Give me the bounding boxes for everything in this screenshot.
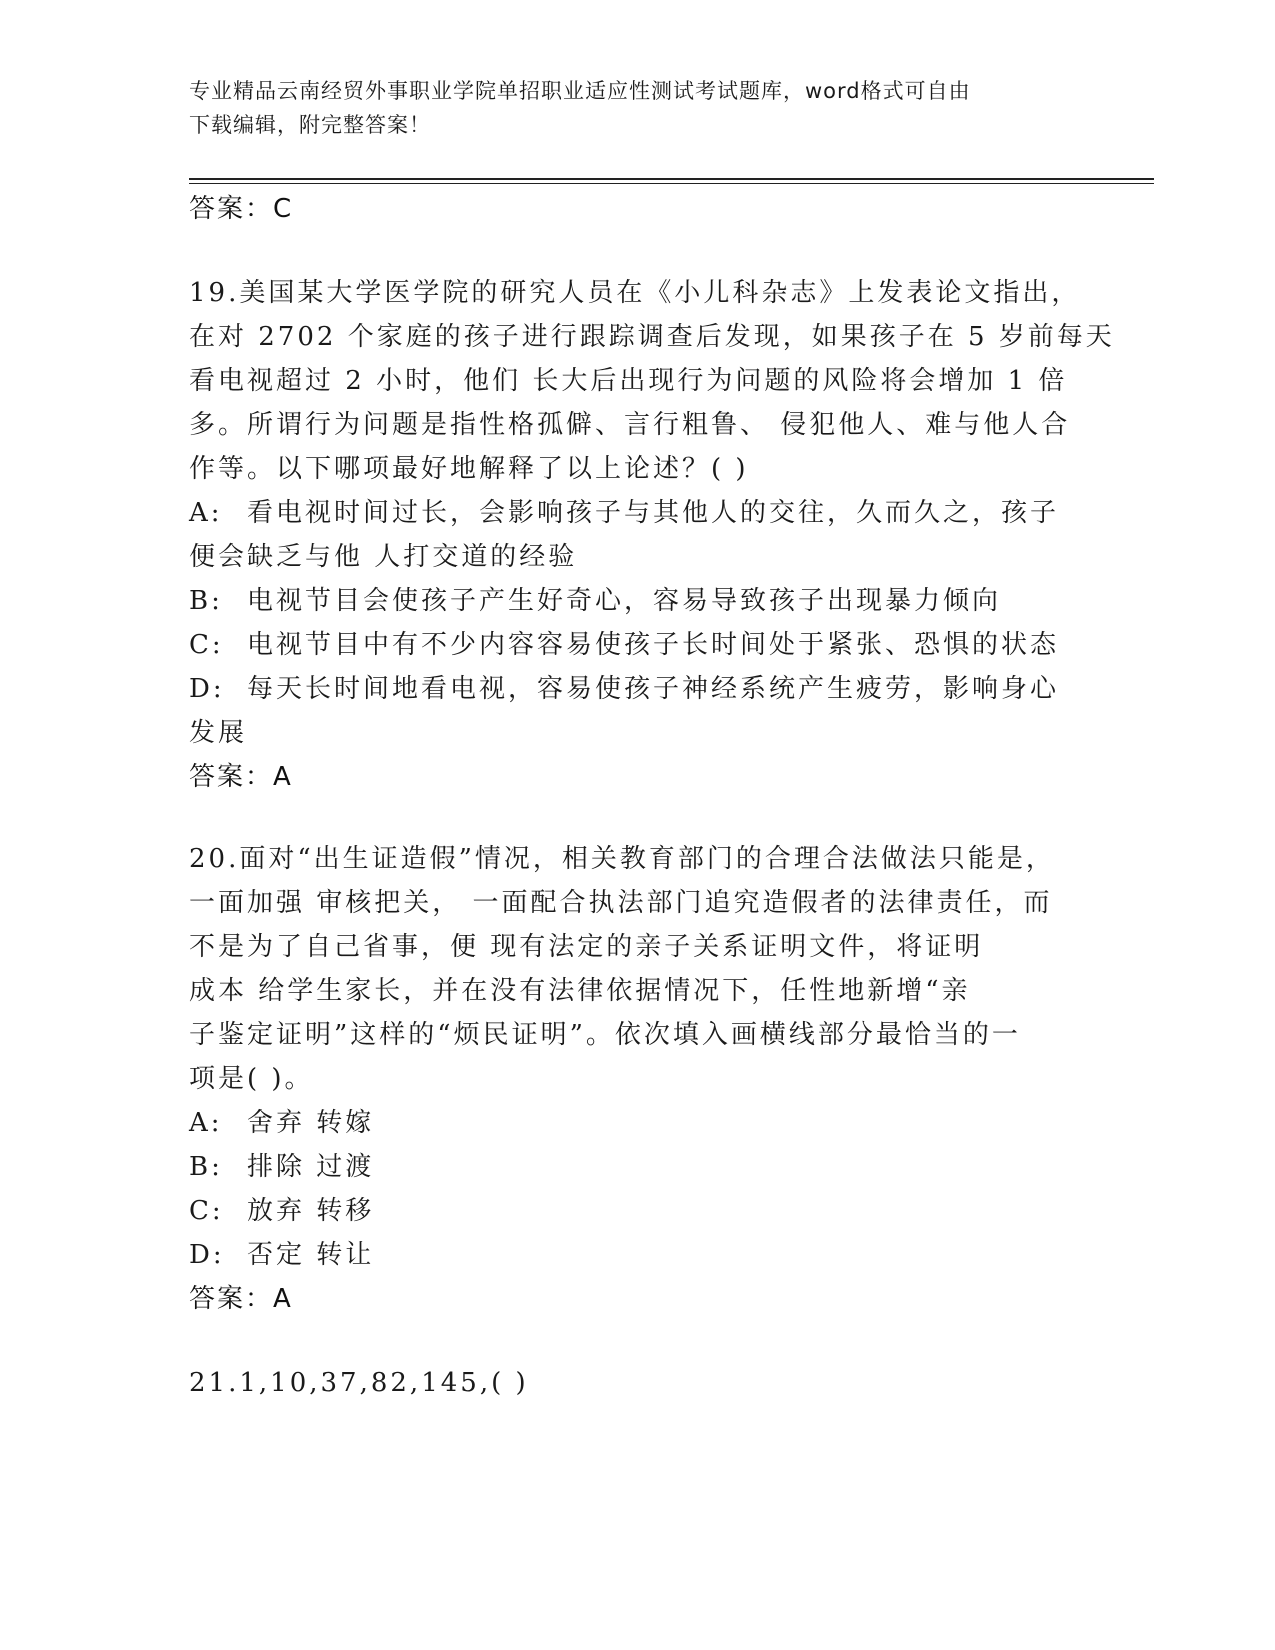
q20-option-b-text: 排除 过渡 [247, 1152, 375, 1182]
q20-answer: 答案：A [189, 1284, 293, 1314]
q19-line-3: 看电视超过 2 小时，他们 长大后出现行为问题的风险将会增加 1 倍 [189, 366, 1068, 396]
q20-option-c [189, 1194, 374, 1228]
q20-option-a [189, 1106, 374, 1140]
q20-option-d-text: 否定 转让 [247, 1240, 375, 1270]
q20-option-d [189, 1238, 374, 1272]
q20-line-3: 不是为了自己省事，便 现有法定的亲子关系证明文件，将证明 [189, 932, 984, 962]
q19-option-b-text: 电视节目会使孩子产生好奇心，容易导致孩子出现暴力倾向 [247, 586, 1002, 616]
q19-option-d-text: 每天长时间地看电视，容易使孩子神经系统产生疲劳，影响身心 [247, 674, 1060, 704]
q19-line-1: 19.美国某大学医学院的研究人员在《小儿科杂志》上发表论文指出， [189, 278, 1081, 308]
q20-line-2: 一面加强 审核把关， 一面配合执法部门追究造假者的法律责任，而 [189, 888, 1053, 918]
q19-option-b-letter: B: [189, 586, 223, 616]
q20-option-a-letter: A: [189, 1108, 223, 1138]
page-header [189, 74, 1069, 142]
q19-option-c-letter: C: [189, 630, 224, 660]
header-line-1: 专业精品云南经贸外事职业学院单招职业适应性测试考试题库，word格式可自由 [189, 79, 971, 103]
previous-answer: 答案：C [189, 194, 294, 224]
q20-line-4: 成本 给学生家长，并在没有法律依据情况下，任性地新增“亲 [189, 976, 971, 1006]
q19-option-d [189, 672, 1059, 706]
q20-option-b-letter: B: [189, 1152, 223, 1182]
q20-option-d-letter: D: [189, 1240, 225, 1270]
q19-option-b [189, 584, 1001, 618]
q20-line-5: 子鉴定证明”这样的“烦民证明”。依次填入画横线部分最恰当的一 [189, 1020, 1021, 1050]
q20-option-c-letter: C: [189, 1196, 224, 1226]
q19-option-c-text: 电视节目中有不少内容容易使孩子长时间处于紧张、恐惧的状态 [247, 630, 1060, 660]
q20-option-b [189, 1150, 374, 1184]
q20-line-1: 20.面对“出生证造假”情况，相关教育部门的合理合法做法只能是， [189, 844, 1055, 874]
q19-line-2: 在对 2702 个家庭的孩子进行跟踪调查后发现，如果孩子在 5 岁前每天 [189, 322, 1115, 352]
header-divider-thick [189, 178, 1154, 180]
q19-option-a-text: 看电视时间过长，会影响孩子与其他人的交往，久而久之，孩子 [247, 498, 1060, 528]
q20-option-c-text: 放弃 转移 [247, 1196, 375, 1226]
q19-option-c [189, 628, 1059, 662]
q19-option-d-letter: D: [189, 674, 225, 704]
q21-line-1: 21.1,10,37,82,145,( ) [189, 1368, 529, 1398]
header-line-2: 下载编辑，附完整答案！ [189, 113, 431, 137]
q19-option-a-letter: A: [189, 498, 223, 528]
q19-option-d-cont: 发展 [189, 718, 248, 748]
q19-line-4: 多。所谓行为问题是指性格孤僻、言行粗鲁、 侵犯他人、难与他人合 [189, 410, 1071, 440]
q19-option-a-cont: 便会缺乏与他 人打交道的经验 [189, 542, 578, 572]
q19-answer: 答案：A [189, 762, 293, 792]
header-divider-thin [189, 183, 1154, 184]
q20-line-6: 项是( )。 [189, 1064, 314, 1094]
q19-option-a [189, 496, 1059, 530]
q19-line-5: 作等。以下哪项最好地解释了以上论述？( ) [189, 454, 749, 484]
q20-option-a-text: 舍弃 转嫁 [247, 1108, 375, 1138]
